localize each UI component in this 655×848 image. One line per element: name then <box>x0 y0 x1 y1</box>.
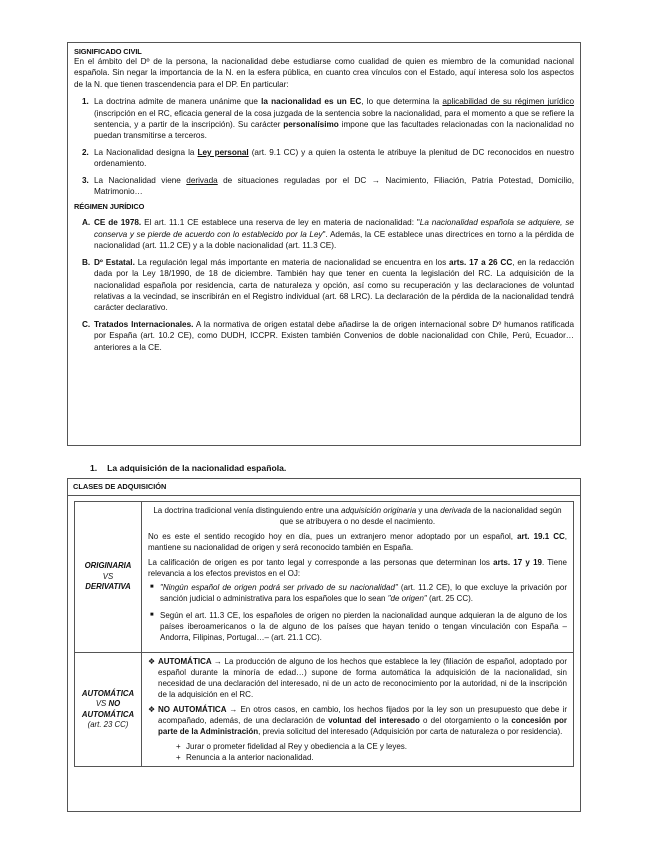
regimen-item-a: A. CE de 1978. El art. 11.1 CE establece una reserva de ley en materia de nacionalidad: "La nacionalidad española se adquiere, se conserva y se pierde de acuerdo con lo establecido por la Ley". Además, la CE establece unas directrices en torno a la pérdida de nacionalidad (art. 11.2 CE) y a la doble nacionalidad (art. 11.3 CE). <box>82 218 574 251</box>
originaria-bullets <box>148 582 567 643</box>
diamond-icon: ❖ <box>148 705 156 714</box>
row-label-originaria: ORIGINARIA VS DERIVATIVA <box>75 502 142 653</box>
civil-item-1: 1. La doctrina admite de manera unánime que la nacionalidad es un EC, lo que determina la aplicabilidad de su régimen jurídico (inscripción en el RC, eficacia general de la cosa juzgada de la sentencia sobre la nacionalidad, para el momento a que se refiere la sentencia, y a partir de la inscripción). Su carácter personalísimo impone que las facultades relacionadas con la nacionalidad no puedan transmitirse a terceros. <box>82 97 574 141</box>
automatica-para: ❖ AUTOMÁTICA → La producción de alguno de los hechos que establece la ley (filiación de español, adoptado por español durante la minoría de edad…) supone de forma automática la adquisición de la nacionalidad, sin necesidad de una declaración del interesado, ni de un acto de reconocimiento por la autoridad, ni de la inscripción de la adquisición en el RC. <box>148 657 567 699</box>
originaria-intro: La doctrina tradicional venía distinguiendo entre una adquisición originaria y una derivada de la nacionalidad según que se atribuyera o no desde el nacimiento. <box>153 506 562 526</box>
regimen-item-b: B. Dº Estatal. La regulación legal más importante en materia de nacionalidad se encuentra en los arts. 17 a 26 CC, en la redacción dada por la Ley 18/1990, de 18 de diciembre. También hay que tener en cuenta la legislación del RC. La adquisición de la nacionalidad española por residencia, carta de naturaleza y opción, así como su recuperación y las declaraciones de voluntad relativas a la vecindad, se inscribirán en el Registro individual (art. 68 LRC). La declaración de la pérdida de la nacionalidad tendrá carácter declarativo. <box>82 257 575 313</box>
diamond-icon: ❖ <box>148 657 156 666</box>
clases-heading: CLASES DE ADQUISICIÓN <box>68 479 580 496</box>
list-marker: 3. <box>82 175 89 185</box>
civil-list <box>74 96 574 197</box>
list-item: ■ Según el art. 11.3 CE, los españoles de origen no pierden la nacionalidad aunque adquieran la de alguno de los países iberoamericanos o la de alguno de los países que hayan tenido o tengan vinculación con España –Andorra, Filipinas, Portugal…– (art. 21.1 CC). <box>148 610 567 643</box>
row-content-originaria <box>142 502 574 653</box>
clases-table <box>74 501 574 767</box>
section-title <box>90 463 286 473</box>
no-automatica-para: ❖ NO AUTOMÁTICA → En otros casos, en cambio, los hechos fijados por la ley son un presupuesto que debe ir acompañado, además, de una declaración de voluntad del interesado o del otorgamiento o la concesión por parte de la Administración, previa solicitud del interesado (Adquisición por carta de naturaleza o por residencia). <box>148 705 567 736</box>
civil-item-3: 3. La Nacionalidad viene derivada de situaciones reguladas por el DC → Nacimiento, Filiación, Patria Potestad, Domicilio, Matrimonio… <box>82 175 574 197</box>
list-marker: B. <box>82 257 91 267</box>
table-row <box>75 502 574 653</box>
section-title-text: La adquisición de la nacionalidad española. <box>107 463 287 473</box>
list-marker: C. <box>82 319 91 329</box>
list-marker: 2. <box>82 147 89 157</box>
originaria-para-2: La calificación de origen es por tanto legal y corresponde a las personas que determinan los arts. 17 y 19. Tiene relevancia a los efectos previstos en el OJ: <box>148 558 568 578</box>
civil-regimen-box <box>67 42 581 446</box>
list-marker: A. <box>82 218 91 228</box>
row-label-automatica: AUTOMÁTICA VS NO AUTOMÁTICA (art. 23 CC) <box>75 653 142 767</box>
clases-box <box>67 478 581 812</box>
civil-heading: SIGNIFICADO CIVIL <box>74 47 142 56</box>
table-row <box>75 653 574 767</box>
list-item: + Jurar o prometer fidelidad al Rey y obediencia a la CE y leyes. <box>176 741 567 752</box>
civil-item-2: 2. La Nacionalidad designa la Ley personal (art. 9.1 CC) y a quien la ostenta le atribuye la plenitud de DC reconocidos en nuestro ordenamiento. <box>82 147 574 169</box>
regimen-list <box>74 217 574 352</box>
list-item: + Renuncia a la anterior nacionalidad. <box>176 752 567 763</box>
requirements-list <box>176 741 567 763</box>
regimen-item-c: C. Tratados Internacionales. A la normativa de origen estatal debe añadirse la de origen internacional sobre Dº humanos ratificada por España (art. 10.2 CE), como DUDH, ICCPR. Existen también Convenios de doble nacionalidad con Chile, Perú, Ecuador… anteriores a la CE. <box>82 319 574 352</box>
civil-intro: En el ámbito del Dº de la persona, la nacionalidad debe estudiarse como cualidad de quien es miembro de la comunidad nacional española. Sin negar la importancia de la N. en la esfera pública, en cuanto crea vínculos con el Estado, aquí interesa solo los aspectos de la N. que tienen trascendencia para el DP. En particular: <box>74 57 574 89</box>
regimen-heading: RÉGIMEN JURÍDICO <box>74 202 145 212</box>
section-number: 1. <box>90 463 98 473</box>
originaria-para-1: No es este el sentido recogido hoy en día, pues un extranjero menor adoptado por un español, art. 19.1 CC, mantiene su nacionalidad de origen y será reconocido también en España. <box>148 532 567 552</box>
list-item: ■ "Ningún español de origen podrá ser privado de su nacionalidad" (art. 11.2 CE), lo que excluye la privación por sanción judicial o administrativa para los españoles que lo sean "de origen" (art. 25 CC). <box>148 582 567 604</box>
row-content-automatica <box>142 653 574 767</box>
list-marker: 1. <box>82 97 89 107</box>
